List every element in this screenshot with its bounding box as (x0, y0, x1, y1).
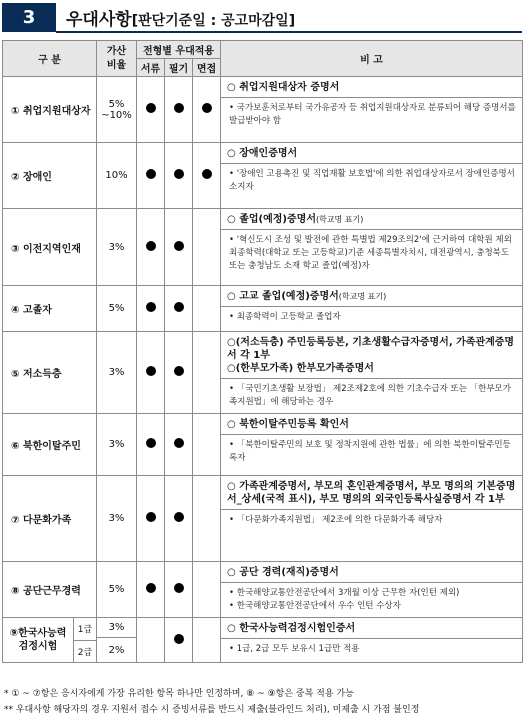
applied-dot-icon (174, 103, 184, 113)
stage-interview-cell (193, 562, 221, 618)
applied-dot-icon (174, 366, 184, 376)
table-row (3, 143, 523, 209)
note-title-text: ○ 취업지원대상자 증명서 (227, 82, 340, 93)
stage-interview-cell (193, 414, 221, 476)
row-rate: 5% (97, 562, 137, 618)
history-category-wrap (3, 618, 96, 662)
row-category: ⑦ 다문화가족 (3, 476, 97, 562)
table-row (3, 414, 523, 476)
stage-interview-cell (193, 209, 221, 286)
header-rule (56, 31, 522, 33)
history-grade2-box (74, 641, 96, 663)
stage-written-cell (165, 562, 193, 618)
stage-docs-cell (137, 77, 165, 143)
stage-docs-cell (137, 143, 165, 209)
header-category: 구 분 (3, 41, 97, 77)
note-desc: • 「국민기초생활 보장법」 제2조제2호에 의한 기초수급자 또는 「한부모가족지원법」에 해당하는 경우 (229, 384, 511, 407)
note-title-text: ○ 졸업(예정)증명서 (227, 214, 316, 225)
stage-interview-cell (193, 332, 221, 414)
note-desc: • '장애인 고용촉진 및 직업재활 보호법'에 의한 취업대상자로서 장애인증명서 소지자 (229, 169, 515, 192)
stage-written-cell (165, 618, 193, 663)
note-desc: • 국가보훈처로부터 국가유공자 등 취업지원대상자로 분류되어 해당 증명서를 발급받아야 함 (229, 103, 516, 126)
applied-dot-icon (146, 169, 156, 179)
stage-interview-cell (193, 77, 221, 143)
note-title (221, 562, 522, 583)
note-title-small: (학교명 표기) (315, 215, 364, 224)
note-desc: • 「다문화가족지원법」 제2조에 의한 다문화가족 해당자 (229, 515, 443, 525)
header-stage-interview: 면접 (193, 59, 221, 77)
stage-interview-cell (193, 143, 221, 209)
note-title-small: (학교명 표기) (338, 292, 387, 301)
stage-docs-cell (137, 562, 165, 618)
applied-dot-icon (174, 302, 184, 312)
note-title (221, 476, 522, 510)
note-desc: • 1급, 2급 모두 보유시 1급만 적용 (229, 644, 360, 654)
row-category: ⑥ 북한이탈주민 (3, 414, 97, 476)
row-category: ④ 고졸자 (3, 286, 97, 332)
row-note (221, 476, 523, 562)
applied-dot-icon (174, 241, 184, 251)
row-note (221, 77, 523, 143)
row-note (221, 286, 523, 332)
history-grade2-label: 2급 (77, 647, 93, 658)
stage-written-cell (165, 476, 193, 562)
history-grade1-cell (97, 618, 137, 638)
applied-dot-icon (174, 169, 184, 179)
history-category-label: ⑨한국사능력 검정시험 (9, 628, 67, 652)
table-row (3, 209, 523, 286)
header-note: 비 고 (221, 41, 523, 77)
applied-dot-icon (146, 583, 156, 593)
row-category: ② 장애인 (3, 143, 97, 209)
stage-interview-cell (193, 286, 221, 332)
row-note (221, 618, 523, 663)
applied-dot-icon (174, 512, 184, 522)
table-row (3, 562, 523, 618)
row-note (221, 332, 523, 414)
note-title-text: ○ 북한이탈주민등록 확인서 (227, 419, 349, 430)
note-title-text: ○ 가족관계증명서, 부모의 혼인관계증명서, 부모 명의의 기본증명서_상세(국적 표시), 부모 명의의 외국인등록사실증명서 각 1부 (227, 481, 516, 505)
table-row (3, 476, 523, 562)
table-row (3, 332, 523, 414)
note-title-text: ○(저소득층) 주민등록등본, 기초생활수급자증명서, 가족관계증명서 각 1부 ○(한부모가족) 한부모가족증명서 (227, 337, 515, 374)
history-grade1-box (74, 618, 96, 641)
note-title (221, 414, 522, 435)
stage-written-cell (165, 209, 193, 286)
row-rate: 5% (97, 286, 137, 332)
note-desc: • 한국해양교통안전공단에서 3개월 이상 근무한 자(인턴 제외) • 한국해양교통안전공단에서 우수 인턴 수상자 (229, 588, 460, 611)
note-title: ○ 한국사능력검정시험인증서 (221, 618, 522, 639)
note-title (221, 286, 522, 307)
row-note (221, 143, 523, 209)
section-title (66, 5, 295, 30)
row-category: ⑤ 저소득층 (3, 332, 97, 414)
applied-dot-icon (146, 438, 156, 448)
footnotes (4, 686, 520, 718)
stage-written-cell (165, 332, 193, 414)
section-title-sub: [판단기준일 : 공고마감일] (131, 13, 296, 29)
note-title (221, 332, 522, 379)
row-category: ③ 이전지역인재 (3, 209, 97, 286)
stage-docs-cell (137, 332, 165, 414)
note-title-text: ○ 고교 졸업(예정)증명서 (227, 291, 339, 302)
stage-docs-cell (137, 476, 165, 562)
header-stage-written: 필기 (165, 59, 193, 77)
stage-written-cell (165, 143, 193, 209)
row-category (3, 618, 97, 663)
section-title-main: 우대사항 (66, 10, 132, 30)
preference-table (2, 40, 523, 663)
footnote-2: ** 우대사항 해당자의 경우 지원서 접수 시 증빙서류를 반드시 제출(블라인드 처리), 미제출 시 가점 불인정 (4, 705, 420, 715)
applied-dot-icon (174, 634, 184, 644)
applied-dot-icon (174, 583, 184, 593)
row-note (221, 209, 523, 286)
history-grade-labels (73, 618, 96, 662)
history-grade2-cell (97, 638, 137, 663)
stage-docs-cell (137, 618, 165, 663)
applied-dot-icon (146, 366, 156, 376)
applied-dot-icon (202, 103, 212, 113)
stage-docs-cell (137, 414, 165, 476)
history-grade1-rate: 3% (108, 622, 125, 634)
row-note (221, 414, 523, 476)
note-title (221, 143, 522, 164)
note-desc: • '혁신도시 조성 및 발전에 관한 특별법 제29조의2'에 근거하여 대학원 제외 최종학력(대학교 또는 고등학교)기준 세종특별자치시, 대전광역시, 충청북도 또는 충청남도 소재 학교 졸업(예정)자 (229, 235, 512, 271)
table-row (3, 286, 523, 332)
stage-interview-cell (193, 618, 221, 663)
row-rate: 3% (97, 414, 137, 476)
header-stage-docs: 서류 (137, 59, 165, 77)
applied-dot-icon (146, 302, 156, 312)
row-category: ① 취업지원대상자 (3, 77, 97, 143)
history-grade2-rate: 2% (108, 644, 125, 656)
stage-written-cell (165, 286, 193, 332)
header-stage: 전형별 우대적용 (137, 41, 221, 59)
table-row (3, 618, 523, 638)
history-grade1-label: 1급 (77, 625, 93, 636)
stage-written-cell (165, 414, 193, 476)
row-category: ⑧ 공단근무경력 (3, 562, 97, 618)
note-title (221, 77, 522, 98)
applied-dot-icon (146, 241, 156, 251)
applied-dot-icon (146, 512, 156, 522)
row-rate: 3% (97, 209, 137, 286)
section-header (0, 0, 524, 34)
stage-docs-cell (137, 209, 165, 286)
row-rate: 10% (97, 143, 137, 209)
row-rate: 3% (97, 476, 137, 562)
section-number: 3 (2, 3, 56, 32)
row-rate: 5% ~10% (97, 77, 137, 143)
header-rate: 가산 비율 (97, 41, 137, 77)
stage-docs-cell (137, 286, 165, 332)
row-rate: 3% (97, 332, 137, 414)
footnote-1: * ① ~ ⑦항은 응시자에게 가장 유리한 항목 하나만 인정하며, ⑧ ~ ⑨항은 중복 적용 가능 (4, 689, 354, 699)
note-title-text: ○ 공단 경력(재직)증명서 (227, 567, 339, 578)
applied-dot-icon (146, 103, 156, 113)
row-note (221, 562, 523, 618)
stage-written-cell (165, 77, 193, 143)
applied-dot-icon (202, 169, 212, 179)
applied-dot-icon (174, 438, 184, 448)
table-row (3, 77, 523, 143)
note-title-text: ○ 장애인증명서 (227, 148, 298, 159)
stage-interview-cell (193, 476, 221, 562)
note-desc: • 「북한이탈주민의 보호 및 정착지원에 관한 법률」에 의한 북한이탈주민등록자 (229, 440, 511, 463)
note-desc: • 최종학력이 고등학교 졸업자 (229, 312, 341, 322)
note-title (221, 209, 522, 230)
